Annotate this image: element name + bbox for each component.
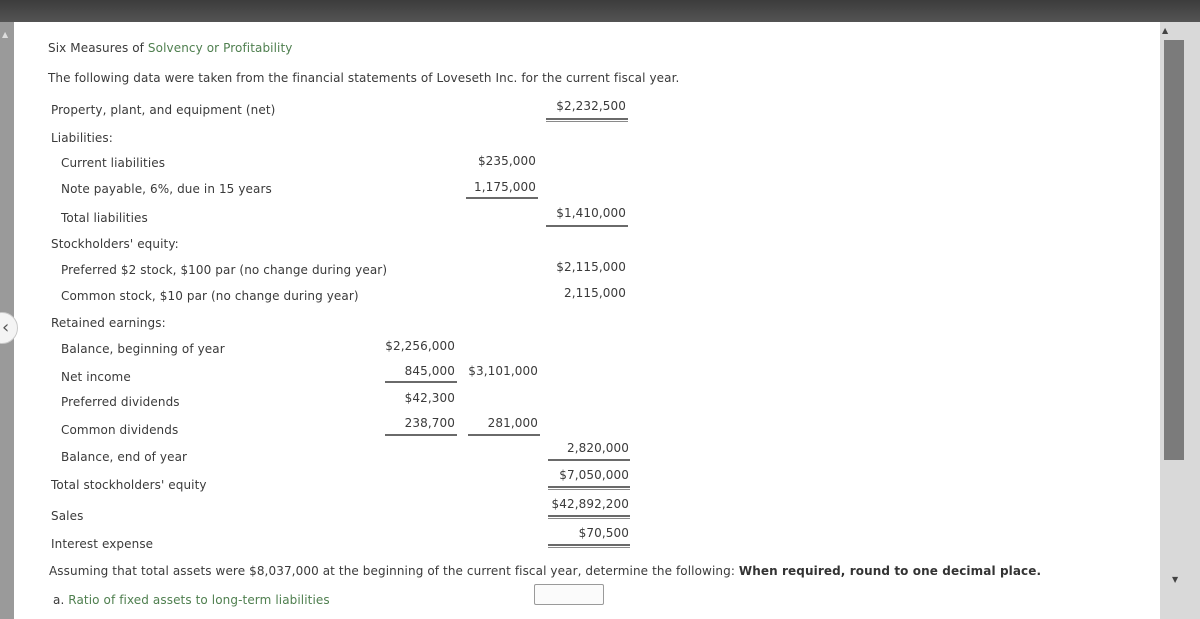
interest-double-rule [548,544,630,548]
total-dividends-value: 281,000 [487,416,538,430]
total-dividends-rule [468,434,540,436]
question-a-label: Ratio of fixed assets to long-term liabilities [68,593,330,607]
current-liabilities-label: Current liabilities [61,156,166,170]
total-se-double-rule [548,486,630,490]
instruction-main: Assuming that total assets were $8,037,000 at the beginning of the current fiscal year, determine the following: [49,564,739,578]
total-liabilities-label: Total liabilities [61,211,148,225]
question-a [53,593,330,607]
common-label: Common stock, $10 par (no change during year) [61,289,359,303]
common-dividends-label: Common dividends [61,423,179,437]
preferred-label: Preferred $2 stock, $100 par (no change during year) [61,263,388,277]
ratio-fixed-assets-input[interactable] [534,584,604,605]
scrollbar-down-arrow-icon[interactable]: ▼ [1172,575,1179,584]
scrollbar-thumb[interactable] [1164,40,1184,460]
question-a-prefix: a. [53,593,69,607]
intro-text: The following data were taken from the financial statements of Loveseth Inc. for the current fiscal year. [48,71,680,85]
sales-double-rule [548,515,630,519]
scroll-up-arrow-icon[interactable]: ▲ [2,30,9,39]
total-se-label: Total stockholders' equity [51,478,207,492]
scrollbar-up-arrow-icon[interactable]: ▲ [1162,26,1169,35]
note-payable-rule [466,197,538,199]
current-liabilities-value: $235,000 [477,154,536,168]
net-income-value: 845,000 [404,364,455,378]
common-dividends-rule [385,434,457,436]
total-se-value: $7,050,000 [559,468,629,482]
note-payable-value: 1,175,000 [474,180,536,194]
common-dividends-value: 238,700 [404,416,455,430]
interest-value: $70,500 [578,526,629,540]
re-begin-value: $2,256,000 [385,339,455,353]
net-income-rule [385,381,457,383]
common-value: 2,115,000 [564,286,626,300]
instruction-rounding: When required, round to one decimal place. [738,564,1042,578]
sales-label: Sales [51,509,84,523]
preferred-dividends-label: Preferred dividends [61,395,180,409]
problem-title [48,41,293,55]
re-begin-label: Balance, beginning of year [61,342,225,356]
ppe-double-rule [546,118,628,122]
ppe-label: Property, plant, and equipment (net) [51,103,276,117]
liabilities-heading: Liabilities: [51,131,113,145]
chevron-left-icon: ‹ [2,317,10,338]
total-liabilities-rule [546,225,628,227]
re-end-value: 2,820,000 [567,441,629,455]
re-end-label: Balance, end of year [61,450,188,464]
instruction-text [49,564,1041,578]
total-liabilities-value: $1,410,000 [556,206,626,220]
preferred-dividends-value: $42,300 [404,391,455,405]
re-subtotal-value: $3,101,000 [468,364,538,378]
interest-label: Interest expense [51,537,154,551]
note-payable-label: Note payable, 6%, due in 15 years [61,182,272,196]
net-income-label: Net income [61,370,131,384]
title-topic: Solvency or Profitability [147,41,293,55]
sales-value: $42,892,200 [551,497,629,511]
browser-top-bar [0,0,1200,22]
preferred-value: $2,115,000 [556,260,626,274]
re-end-rule [548,459,630,461]
ppe-value: $2,232,500 [556,99,626,113]
se-heading: Stockholders' equity: [51,237,179,251]
re-heading: Retained earnings: [51,316,166,330]
title-prefix: Six Measures of [48,41,148,55]
